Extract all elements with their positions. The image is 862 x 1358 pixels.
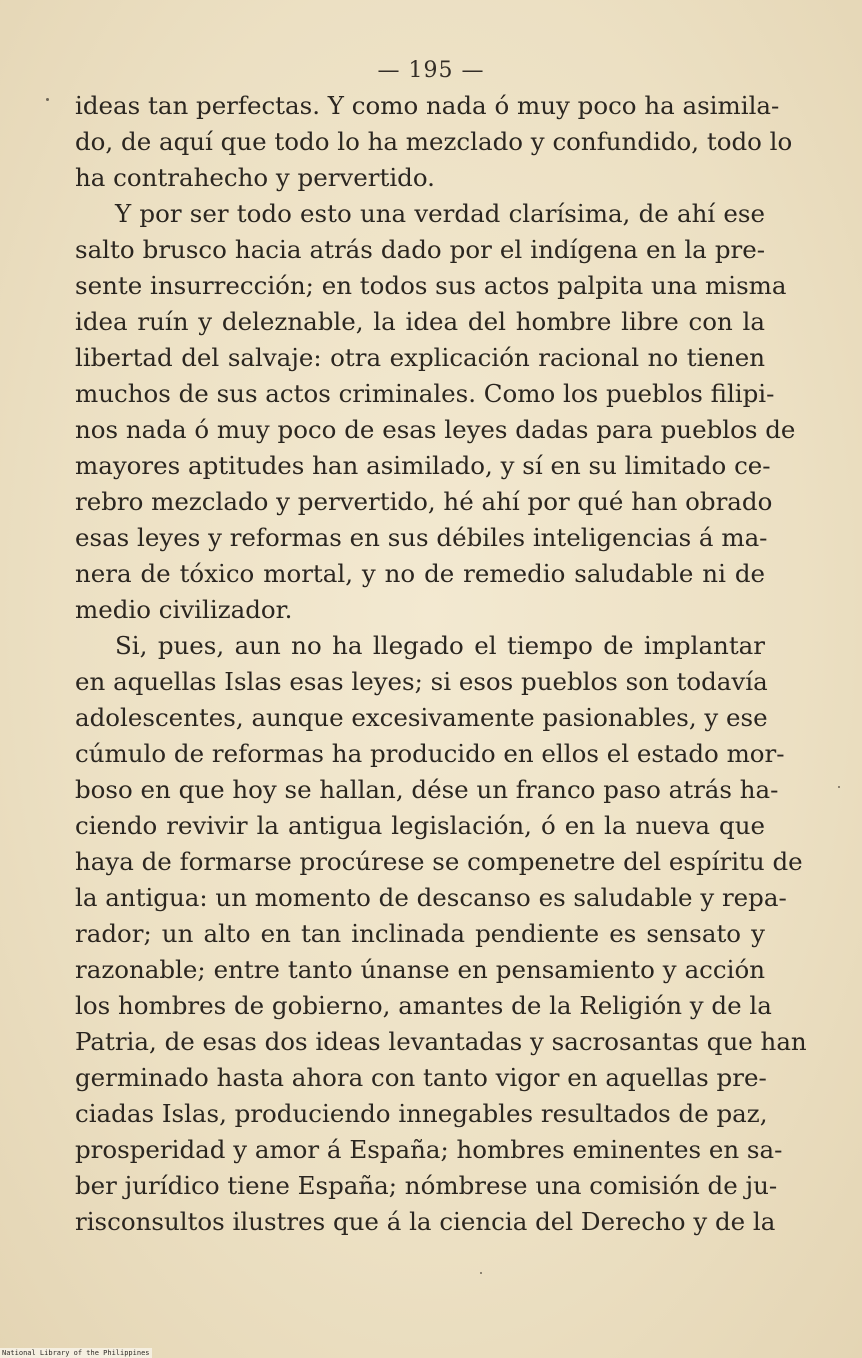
text-line: rebro mezclado y pervertido, hé ahí por qué han obrado [75, 487, 773, 516]
text-line: medio civilizador. [75, 595, 293, 624]
text-line: los hombres de gobierno, amantes de la Religión y de la [75, 991, 772, 1020]
text-line: adolescentes, aunque excesivamente pasionables, y ese [75, 703, 768, 732]
text-line: risconsultos ilustres que á la ciencia del Derecho y de la [75, 1207, 776, 1236]
text-line: esas leyes y reformas en sus débiles inteligencias á ma- [75, 523, 768, 552]
text-line: razonable; entre tanto únanse en pensamiento y acción [75, 955, 765, 984]
text-line: cúmulo de reformas ha producido en ellos el estado mor- [75, 739, 785, 768]
text-line: ha contrahecho y pervertido. [75, 163, 435, 192]
text-line: mayores aptitudes han asimilado, y sí en su limitado ce- [75, 451, 771, 480]
text-line: rador; un alto en tan inclinada pendiente es sensato y [75, 919, 765, 948]
paper-speck [838, 786, 840, 788]
paper-speck [480, 1272, 482, 1274]
text-line: haya de formarse procúrese se compenetre del espíritu de [75, 847, 803, 876]
text-line: sente insurrección; en todos sus actos palpita una misma [75, 271, 787, 300]
text-line: Patria, de esas dos ideas levantadas y sacrosantas que han [75, 1027, 807, 1056]
text-line: nos nada ó muy poco de esas leyes dadas para pueblos de [75, 415, 796, 444]
body-text [75, 88, 807, 1240]
text-line: ber jurídico tiene España; nómbrese una comisión de ju- [75, 1171, 778, 1200]
paper-speck [46, 98, 49, 101]
text-line: nera de tóxico mortal, y no de remedio saludable ni de [75, 559, 765, 588]
page-number: — 195 — [377, 58, 485, 83]
text-line: ideas tan perfectas. Y como nada ó muy poco ha asimila- [75, 91, 780, 120]
text-line: libertad del salvaje: otra explicación racional no tienen [75, 343, 765, 372]
text-line: en aquellas Islas esas leyes; si esos pueblos son todavía [75, 667, 768, 696]
text-line: Y por ser todo esto una verdad clarísima, de ahí ese [115, 199, 765, 228]
text-line: ciadas Islas, produciendo innegables resultados de paz, [75, 1099, 768, 1128]
text-line: muchos de sus actos criminales. Como los pueblos filipi- [75, 379, 775, 408]
text-line: germinado hasta ahora con tanto vigor en aquellas pre- [75, 1063, 767, 1092]
text-line: la antigua: un momento de descanso es saludable y repa- [75, 883, 787, 912]
text-line: salto brusco hacia atrás dado por el indígena en la pre- [75, 235, 765, 264]
text-line: idea ruín y deleznable, la idea del hombre libre con la [75, 307, 765, 336]
text-line: ciendo revivir la antigua legislación, ó en la nueva que [75, 811, 765, 840]
text-line: do, de aquí que todo lo ha mezclado y confundido, todo lo [75, 127, 793, 156]
text-line: Si, pues, aun no ha llegado el tiempo de implantar [115, 631, 765, 660]
text-line: prosperidad y amor á España; hombres eminentes en sa- [75, 1135, 783, 1164]
text-line: boso en que hoy se hallan, dése un franco paso atrás ha- [75, 775, 779, 804]
library-credit: National Library of the Philippines [2, 1349, 150, 1357]
